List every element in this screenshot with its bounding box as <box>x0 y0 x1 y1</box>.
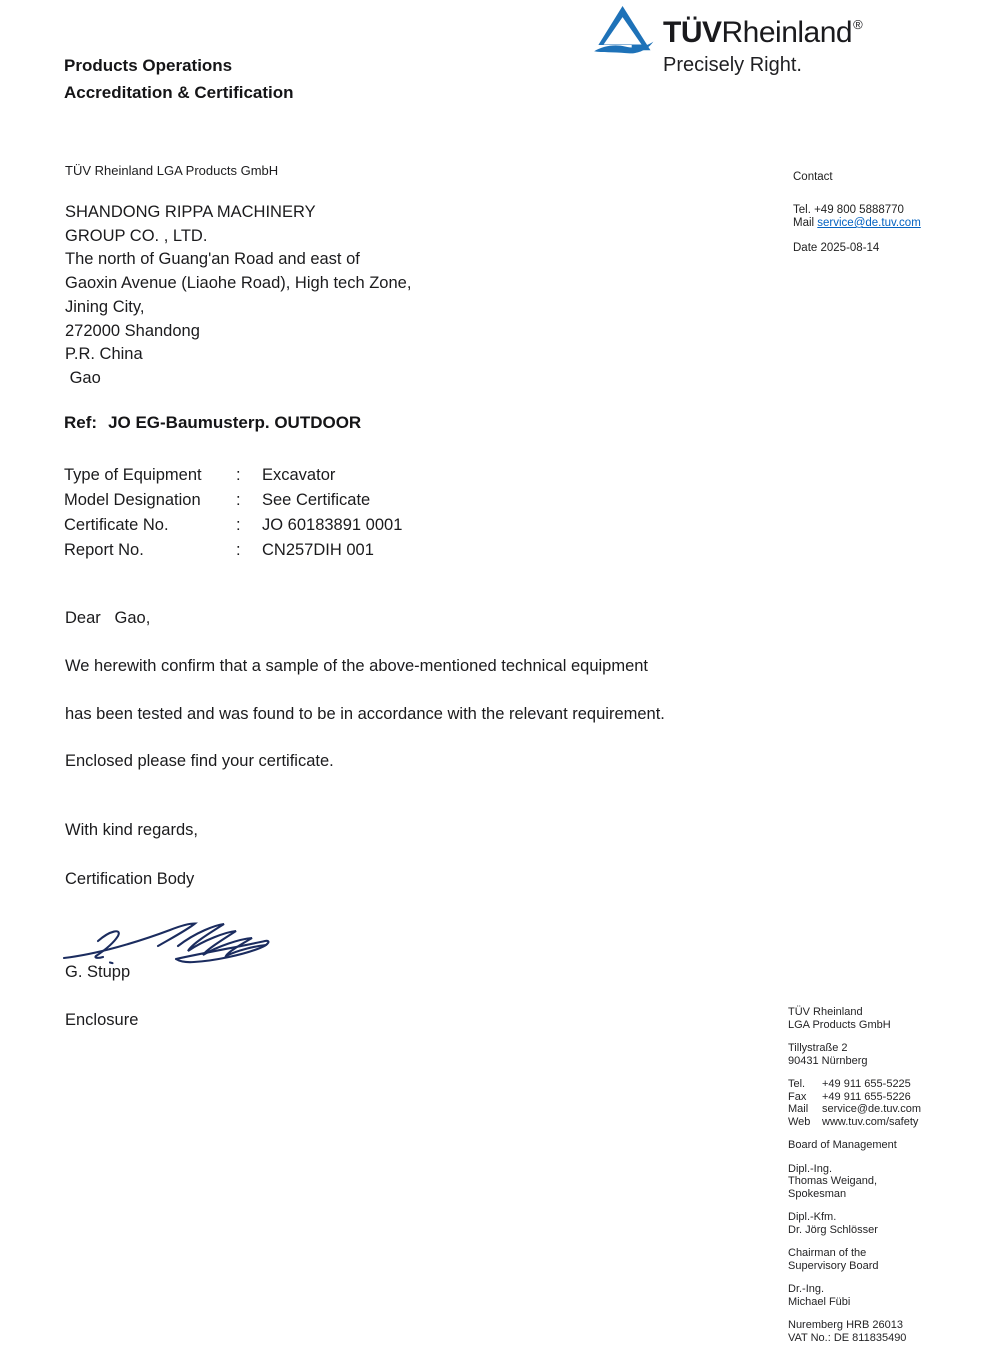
footer-tel-value: +49 911 655-5225 <box>822 1078 911 1090</box>
recipient-line: 272000 Shandong <box>65 321 200 340</box>
footer-line: Supervisory Board <box>788 1259 879 1272</box>
recipient-line: Gaoxin Avenue (Liaohe Road), High tech Zone, <box>65 274 412 293</box>
contact-block <box>793 171 921 255</box>
footer-company-block <box>788 1006 993 1355</box>
date-label: Date <box>793 242 821 254</box>
recipient-line: The north of Guang'an Road and east of <box>65 250 360 269</box>
footer-line: Spokesman <box>788 1187 847 1200</box>
footer-line: Nuremberg HRB 26013 <box>788 1319 903 1331</box>
tuv-rheinland-logo <box>593 6 862 76</box>
brand-rheinland: Rheinland <box>721 16 853 49</box>
footer-tel-label: Tel. <box>788 1078 806 1090</box>
footer-board-member <box>788 1211 993 1236</box>
footer-line: LGA Products GmbH <box>788 1018 891 1031</box>
footer-line: VAT No.: DE 811835490 <box>788 1331 907 1344</box>
brand-tuv: TÜV <box>663 16 722 49</box>
tuv-triangle-icon <box>593 6 655 58</box>
brand-name <box>663 6 862 52</box>
contact-heading: Contact <box>793 171 833 183</box>
footer-web-label: Web <box>788 1115 811 1128</box>
recipient-line: Gao <box>65 368 101 387</box>
signature-handwriting <box>58 912 276 966</box>
footer-mail-value: service@de.tuv.com <box>822 1103 921 1115</box>
recipient-line: SHANDONG RIPPA MACHINERY <box>65 203 316 221</box>
table-row <box>64 488 402 513</box>
department-line-1: Products Operations <box>64 56 233 75</box>
footer-line: Dr. Jörg Schlösser <box>788 1223 878 1236</box>
closing-line: With kind regards, <box>65 821 198 839</box>
contact-mail-row <box>793 217 921 230</box>
footer-fax-label: Fax <box>788 1090 807 1103</box>
row-value: See Certificate <box>262 491 371 509</box>
footer-tel-row <box>788 1078 993 1091</box>
row-value: Excavator <box>262 466 336 484</box>
salutation: Dear Gao, <box>65 609 151 627</box>
footer-fax-value: +49 911 655-5226 <box>822 1090 911 1103</box>
contact-date-row <box>793 242 921 255</box>
logo-text <box>663 6 862 76</box>
row-label: Report No. <box>64 541 144 559</box>
table-row <box>64 463 402 488</box>
footer-company <box>788 1006 993 1031</box>
body-paragraph: Enclosed please find your certificate. <box>65 752 334 770</box>
footer-registration <box>788 1319 993 1344</box>
row-separator: : <box>236 491 241 509</box>
brand-tagline: Precisely Right. <box>663 54 802 76</box>
row-value: CN257DIH 001 <box>262 541 374 559</box>
recipient-address <box>65 201 411 391</box>
department-header <box>64 52 294 106</box>
body-paragraph: has been tested and was found to be in accordance with the relevant requirement. <box>65 705 665 723</box>
footer-line: Dipl.-Kfm. <box>788 1211 837 1223</box>
footer-contact <box>788 1078 993 1128</box>
mail-label: Mail <box>793 217 818 229</box>
row-label: Type of Equipment <box>64 466 202 484</box>
registered-trademark-icon: ® <box>853 17 863 32</box>
table-row <box>64 513 402 538</box>
footer-fax-row <box>788 1091 993 1104</box>
signer-name: G. Stupp <box>65 963 131 981</box>
tel-label: Tel. <box>793 204 815 216</box>
ref-label: Ref: <box>64 413 98 432</box>
equipment-table <box>64 463 402 563</box>
row-separator: : <box>236 541 241 559</box>
reference-line <box>64 413 361 433</box>
footer-web-value: www.tuv.com/safety <box>822 1115 919 1128</box>
tel-value: +49 800 5888770 <box>814 204 904 216</box>
mail-link[interactable]: service@de.tuv.com <box>817 217 921 229</box>
footer-line: Michael Fübi <box>788 1295 851 1308</box>
ref-value: JO EG-Baumusterp. OUTDOOR <box>108 413 362 432</box>
footer-line: Board of Management <box>788 1139 897 1151</box>
footer-line: Thomas Weigand, <box>788 1175 878 1187</box>
certification-body-line: Certification Body <box>65 870 195 888</box>
footer-chairman-heading <box>788 1247 993 1272</box>
contact-tel-row <box>793 204 921 217</box>
recipient-line: GROUP CO. , LTD. <box>65 226 208 245</box>
table-row <box>64 538 402 563</box>
sender-line: TÜV Rheinland LGA Products GmbH <box>65 163 279 178</box>
footer-line: Dipl.-Ing. <box>788 1162 833 1175</box>
footer-mail-label: Mail <box>788 1103 809 1115</box>
footer-address <box>788 1042 993 1067</box>
footer-line: Chairman of the <box>788 1247 867 1259</box>
department-line-2: Accreditation & Certification <box>64 83 294 102</box>
footer-line: Tillystraße 2 <box>788 1042 848 1054</box>
footer-line: 90431 Nürnberg <box>788 1054 868 1067</box>
row-separator: : <box>236 516 241 534</box>
row-separator: : <box>236 466 241 484</box>
footer-line: Dr.-Ing. <box>788 1283 825 1295</box>
recipient-line: P.R. China <box>65 345 143 364</box>
footer-chairman <box>788 1283 993 1308</box>
row-label: Model Designation <box>64 491 201 509</box>
footer-web-row <box>788 1116 993 1129</box>
recipient-line: Jining City, <box>65 297 145 316</box>
body-paragraph: We herewith confirm that a sample of the above-mentioned technical equipment <box>65 657 649 675</box>
footer-line: TÜV Rheinland <box>788 1006 863 1018</box>
date-value: 2025-08-14 <box>820 242 880 254</box>
enclosure-line: Enclosure <box>65 1011 139 1029</box>
footer-mail-row <box>788 1103 993 1116</box>
footer-board-heading <box>788 1139 993 1152</box>
footer-board-member <box>788 1163 993 1201</box>
row-label: Certificate No. <box>64 516 169 534</box>
row-value: JO 60183891 0001 <box>262 516 403 534</box>
